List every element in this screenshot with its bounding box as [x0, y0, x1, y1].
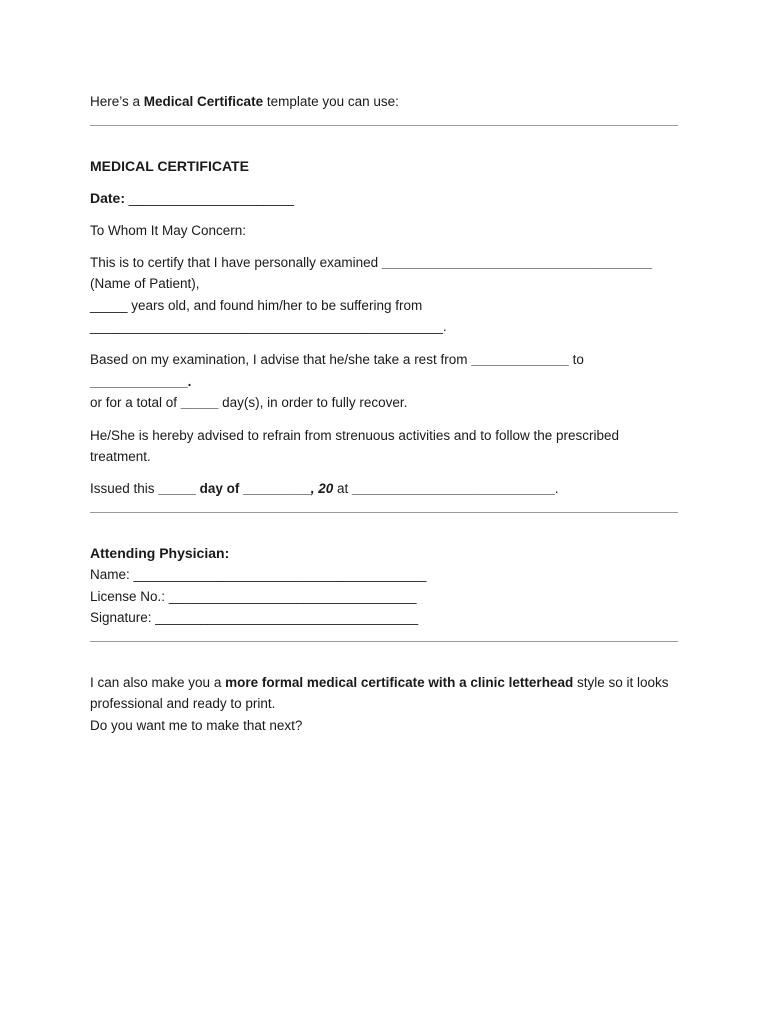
- illness-line: _______________________________________________.: [90, 319, 447, 334]
- followup-prefix: I can also make you a: [90, 675, 226, 690]
- rest-from-blank: _____________: [471, 352, 569, 367]
- divider-middle: [90, 512, 678, 513]
- followup-bold: more formal medical certificate with a clinic letterhead: [225, 675, 574, 690]
- intro-prefix: Here’s a: [90, 94, 144, 109]
- followup-suffix: style so it looks: [573, 675, 669, 690]
- age-line: _____ years old, and found him/her to be suffering from: [90, 298, 423, 313]
- intro-line: [90, 92, 399, 112]
- rest-to-blank: _____________.: [90, 374, 192, 389]
- divider-bottom: [90, 641, 678, 642]
- followup-line-1: [90, 673, 669, 693]
- patient-caption: (Name of Patient),: [90, 276, 200, 291]
- issued-day-blank: _____: [158, 481, 196, 496]
- issued-day-of: day of: [195, 481, 244, 496]
- date-label: Date:: [90, 190, 126, 206]
- rest-line: [90, 350, 584, 370]
- salutation: To Whom It May Concern:: [90, 223, 247, 238]
- physician-name-line: Name: _______________________________________: [90, 567, 427, 582]
- intro-suffix: template you can use:: [263, 94, 399, 109]
- rest-to-word: to: [568, 352, 584, 367]
- date-line: [90, 188, 294, 209]
- issued-prefix: Issued this: [90, 481, 159, 496]
- total-days-blank: _____: [180, 395, 219, 410]
- physician-signature-line: Signature: ___________________________________: [90, 610, 419, 625]
- issued-month-blank: _________: [243, 481, 311, 496]
- issued-line: [90, 479, 558, 499]
- certify-line: [90, 253, 652, 273]
- divider-top: [90, 125, 678, 126]
- advice-line-2: treatment.: [90, 449, 151, 464]
- date-blank: ______________________: [125, 191, 294, 206]
- advice-line-1: He/She is hereby advised to refrain from strenuous activities and to follow the prescribed: [90, 428, 620, 443]
- followup-line-2: professional and ready to print.: [90, 696, 276, 711]
- certificate-heading: MEDICAL CERTIFICATE: [90, 158, 249, 174]
- rest-text: Based on my examination, I advise that he/she take a rest from: [90, 352, 472, 367]
- physician-license-line: License No.: _________________________________: [90, 589, 417, 604]
- followup-question: Do you want me to make that next?: [90, 718, 303, 733]
- total-suffix: day(s), in order to fully recover.: [218, 395, 408, 410]
- certify-text: This is to certify that I have personally examined: [90, 255, 382, 270]
- patient-name-blank: ____________________________________: [381, 255, 653, 270]
- issued-at: at: [333, 481, 352, 496]
- total-days-line: [90, 393, 407, 413]
- issued-year: , 20: [310, 481, 334, 496]
- physician-heading: Attending Physician:: [90, 545, 230, 561]
- issued-end: .: [554, 481, 559, 496]
- intro-title: Medical Certificate: [143, 94, 264, 109]
- total-prefix: or for a total of: [90, 395, 181, 410]
- issued-place-blank: ___________________________: [351, 481, 555, 496]
